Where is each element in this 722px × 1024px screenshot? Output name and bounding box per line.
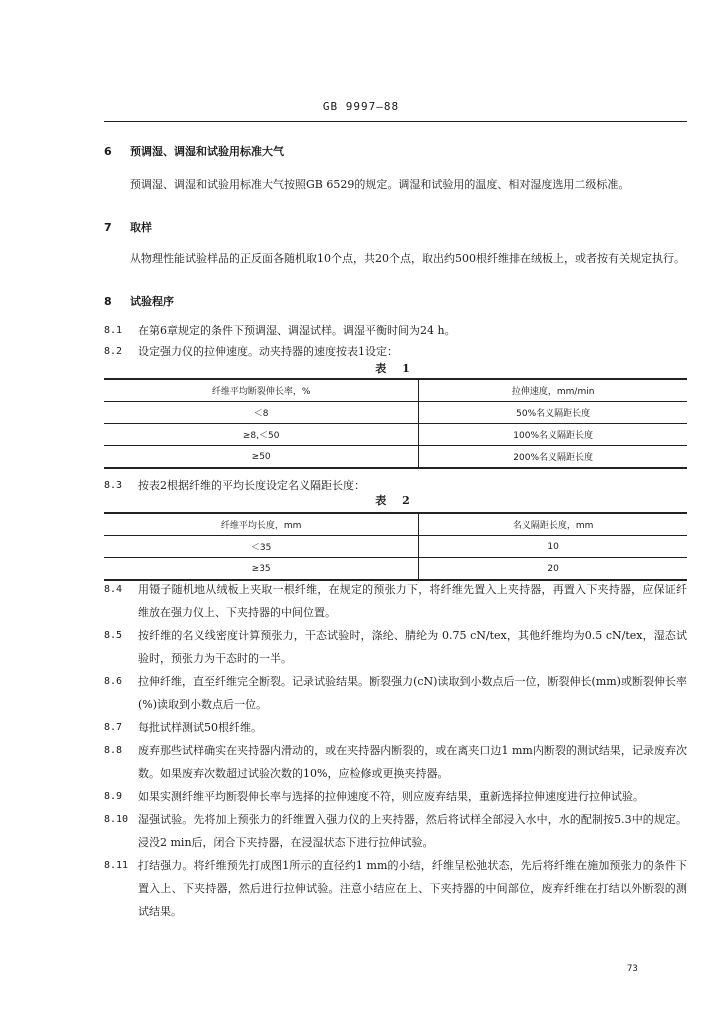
table-header-cell: 拉伸速度，mm/min (419, 379, 687, 402)
clause-number: 8.5 (104, 630, 123, 641)
table-row (104, 446, 687, 469)
clause-number: 8.8 (104, 745, 123, 756)
clause-text: 在第6章规定的条件下预调湿、调湿试样。调湿平衡时间为24 h。 (138, 324, 456, 337)
clause-number: 8.2 (104, 346, 123, 357)
clause-text: 如果实测纤维平均断裂伸长率与选择的拉伸速度不符，则应废弃结果，重新选择拉伸速度进行拉伸试验。 (138, 790, 644, 803)
standard-number-header: GB 9997—88 (322, 100, 400, 113)
section-8 (104, 290, 687, 362)
table-1-caption: 表 1 (375, 362, 416, 375)
clause-8-6 (104, 670, 687, 716)
table-cell: ＜35 (104, 536, 419, 558)
table-1 (104, 378, 687, 469)
table-2 (104, 512, 687, 581)
clause-8-8 (104, 739, 687, 785)
section-8-heading (104, 290, 687, 313)
table-cell: 10 (419, 536, 687, 558)
table-cell: ≥35 (104, 558, 419, 581)
clause-8-11 (104, 854, 687, 923)
clause-text: 用镊子随机地从绒板上夹取一根纤维，在规定的预张力下，将纤维先置入上夹持器，再置入下夹持器，应保证纤维放在强力仪上、下夹持器的中间位置。 (138, 583, 687, 619)
clause-text: 湿强试验。先将加上预张力的纤维置入强力仪的上夹持器，然后将试样全部浸入水中，水的配制按5.3中的规定。浸没2 min后，闭合下夹持器，在浸湿状态下进行拉伸试验。 (138, 813, 687, 849)
clause-number: 8.4 (104, 584, 123, 595)
clause-number: 8.1 (104, 325, 123, 336)
clause-number: 8.9 (104, 791, 123, 802)
section-7-number: 7 (104, 221, 112, 234)
table-header-cell: 纤维平均长度，mm (104, 513, 419, 536)
clause-text: 按纤维的名义线密度计算预张力，干态试验时，涤纶、腈纶为 0.75 cN/tex，其他纤维均为0.5 cN/tex，湿态试验时，预张力为干态时的一半。 (138, 629, 687, 665)
clause-number: 8.10 (104, 814, 129, 825)
clause-number: 8.3 (104, 480, 123, 491)
table-row (104, 402, 687, 424)
clause-8-1 (104, 319, 687, 342)
header-divider (104, 121, 687, 122)
table-cell: ≥8,＜50 (104, 424, 419, 446)
table-cell: ＜8 (104, 402, 419, 424)
section-7-title: 取样 (130, 221, 152, 234)
clause-text: 废弃那些试样确实在夹持器内滑动的，或在夹持器内断裂的，或在离夹口边1 mm内断裂的测试结果，记录废弃次数。如果废弃次数超过试验次数的10%，应检修或更换夹持器。 (138, 744, 687, 780)
clause-number: 8.11 (104, 860, 129, 871)
table-cell: 50%名义隔距长度 (419, 402, 687, 424)
table-cell: 200%名义隔距长度 (419, 446, 687, 469)
table-header-cell: 名义隔距长度，mm (419, 513, 687, 536)
clause-8-7 (104, 716, 687, 739)
table-header-row (104, 513, 687, 536)
section-6 (104, 140, 687, 196)
table-2-caption: 表 2 (375, 494, 416, 507)
section-7 (104, 216, 687, 270)
clause-8-9 (104, 785, 687, 808)
table-cell: 100%名义隔距长度 (419, 424, 687, 446)
clause-8-10 (104, 808, 687, 854)
table-row (104, 536, 687, 558)
clause-text: 按表2根据纤维的平均长度设定名义隔距长度： (138, 479, 365, 492)
clause-8-5 (104, 624, 687, 670)
table-row (104, 424, 687, 446)
section-8-title: 试验程序 (130, 295, 174, 308)
table-header-row (104, 379, 687, 402)
clause-text: 每批试样测试50根纤维。 (138, 721, 262, 734)
table-row (104, 558, 687, 581)
clause-number: 8.7 (104, 722, 123, 733)
section-7-text: 从物理性能试验样品的正反面各随机取10个点，共20个点，取出约500根纤维排在绒板上，或者按有关规定执行。 (130, 252, 685, 265)
section-6-number: 6 (104, 145, 112, 158)
section-6-heading (104, 140, 687, 163)
clause-8-2 (104, 342, 687, 362)
table-cell: ≥50 (104, 446, 419, 469)
table-header-cell: 纤维平均断裂伸长率，% (104, 379, 419, 402)
section-6-text: 预调湿、调湿和试验用标准大气按照GB 6529的规定。调湿和试验用的温度、相对湿度选用二级标准。 (130, 178, 630, 191)
clauses-8-4-to-8-11 (104, 578, 687, 923)
clause-number: 8.6 (104, 676, 123, 687)
table-cell: 20 (419, 558, 687, 581)
clause-text: 拉伸纤维，直至纤维完全断裂。记录试验结果。断裂强力(cN)读取到小数点后一位，断裂伸长(mm)或断裂伸长率(%)读取到小数点后一位。 (138, 675, 687, 711)
clause-text: 设定强力仪的拉伸速度。动夹持器的速度按表1设定： (138, 345, 398, 358)
section-6-title: 预调湿、调湿和试验用标准大气 (130, 145, 284, 158)
clause-8-4 (104, 578, 687, 624)
page-number: 73 (627, 964, 638, 974)
clause-text: 打结强力。将纤维预先打成图1所示的直径约1 mm的小结，纤维呈松弛状态，先后将纤维在施加预张力的条件下置入上、下夹持器，然后进行拉伸试验。注意小结应在上、下夹持器的中间部位，废弃纤维在打结以外断裂的测试结果。 (138, 859, 687, 918)
section-8-number: 8 (104, 295, 112, 308)
section-7-heading (104, 216, 687, 239)
